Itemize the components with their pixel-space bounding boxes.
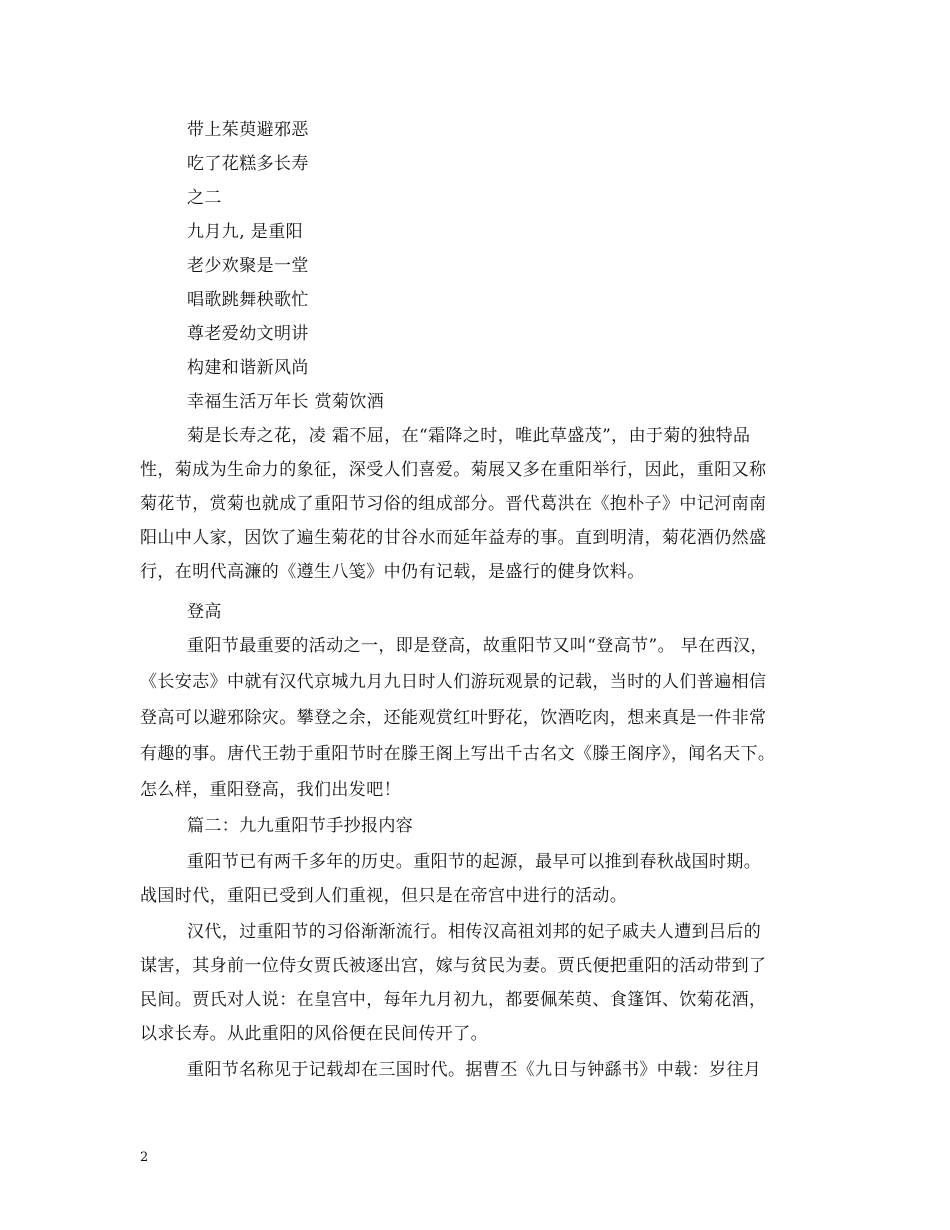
poem-line: 构建和谐新风尚 [187, 358, 309, 378]
paragraph-line: 有趣的事。唐代王勃于重阳节时在滕王阁上写出千古名文《滕王阁序》，闻名天下。 [140, 744, 776, 764]
poem-line: 幸福生活万年长 赏菊饮酒 [187, 392, 385, 412]
paragraph-line: 菊花节，赏菊也就成了重阳节习俗的组成部分。晋代葛洪在《抱朴子》中记河南南 [140, 494, 767, 514]
poem-line: 九月九, 是重阳 [187, 222, 304, 242]
poem-line: 老少欢聚是一堂 [187, 256, 309, 276]
paragraph-line: 以求长寿。从此重阳的风俗便在民间传开了。 [140, 1024, 488, 1044]
paragraph-line: 谋害，其身前一位侍女贾氏被逐出宫，嫁与贫民为妻。贾氏便把重阳的活动带到了 [140, 956, 767, 976]
poem-line: 唱歌跳舞秧歌忙 [187, 290, 309, 310]
paragraph-line: 重阳节最重要的活动之一，即是登高，故重阳节又叫“登高节”。 早在西汉， [187, 636, 768, 656]
poem-line: 尊老爱幼文明讲 [187, 324, 309, 344]
paragraph-line: 重阳节名称见于记载却在三国时代。据曹丕《九日与钟繇书》中载：岁往月 [187, 1060, 762, 1080]
page-number: 2 [140, 1150, 149, 1165]
paragraph-line: 登高可以避邪除灾。攀登之余，还能观赏红叶野花，饮酒吃肉，想来真是一件非常 [140, 708, 767, 728]
section-heading: 之二 [187, 188, 222, 208]
poem-line: 吃了花糕多长寿 [187, 154, 309, 174]
paragraph-line: 重阳节已有两千多年的历史。重阳节的起源，最早可以推到春秋战国时期。 [187, 852, 762, 872]
poem-line: 带上茱萸避邪恶 [187, 120, 309, 140]
paragraph-line: 性，菊成为生命力的象征，深受人们喜爱。菊展又多在重阳举行，因此，重阳又称 [140, 460, 767, 480]
paragraph-line: 怎么样，重阳登高，我们出发吧！ [140, 780, 401, 800]
section-heading: 篇二：九九重阳节手抄报内容 [187, 816, 414, 836]
paragraph-line: 行，在明代高濂的《遵生八笺》中仍有记载，是盛行的健身饮料。 [140, 562, 645, 582]
paragraph-line: 汉代，过重阳节的习俗渐渐流行。相传汉高祖刘邦的妃子戚夫人遭到吕后的 [187, 922, 762, 942]
section-heading: 登高 [187, 602, 222, 622]
paragraph-line: 战国时代，重阳已受到人们重视，但只是在帝宫中进行的活动。 [140, 886, 628, 906]
paragraph-line: 民间。贾氏对人说：在皇宫中，每年九月初九，都要佩茱萸、食篷饵、饮菊花酒， [140, 990, 767, 1010]
paragraph-line: 菊是长寿之花，凌 霜不屈，在“霜降之时，唯此草盛茂”，由于菊的独特品 [187, 426, 751, 446]
paragraph-line: 阳山中人家，因饮了遍生菊花的甘谷水而延年益寿的事。直到明清，菊花酒仍然盛 [140, 528, 767, 548]
paragraph-line: 《长安志》中就有汉代京城九月九日时人们游玩观景的记载，当时的人们普遍相信 [140, 672, 767, 692]
